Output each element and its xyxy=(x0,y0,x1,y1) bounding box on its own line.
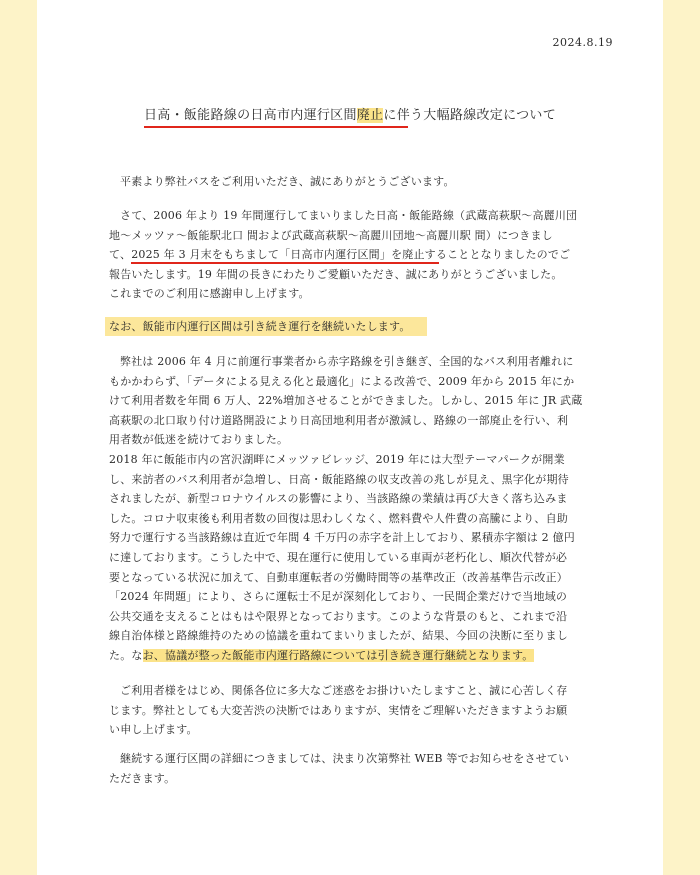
announcement-line: 地～メッツァ～飯能駅北口 間および武蔵高萩駅～高麗川団地～高麗川駅 間）につきまし xyxy=(109,228,553,242)
greeting-paragraph: 平素より弊社バスをご利用いただき、誠にありがとうございます。 xyxy=(120,175,455,188)
continuation-notice: なお、飯能市内運行区間は引き続き運行を継続いたします。 xyxy=(109,320,411,333)
continuation-highlight: お、協議が整った飯能市内運行路線については引き続き運行継続となります。 xyxy=(142,648,534,662)
background-line: されましたが、新型コロナウイルスの影響により、当該路線の業績は再び大きく落ち込みま xyxy=(109,492,568,506)
background-line: に達しております。こうした中で、現在運行に使用している車両が老朽化し、順次代替が必 xyxy=(109,550,568,564)
announcement-text: て、 xyxy=(109,248,132,262)
announcement-line: これまでのご利用に感謝申し上げます。 xyxy=(109,287,310,301)
apology-line: じます。弊社としても大変苦渋の決断ではありますが、実情をご理解いただきますようお願 xyxy=(109,703,568,717)
background-line: 高萩駅の北口取り付け道路開設により日高団地利用者が激減し、路線の一部廃止を行い、利 xyxy=(109,413,569,427)
title-text-after: に伴う大幅路線改定について xyxy=(383,108,557,123)
closing-line: 継続する運行区間の詳細につきましては、決まり次第弊社 WEB 等でお知らせをさせてい xyxy=(120,752,570,765)
apology-line: い申し上げます。 xyxy=(109,723,198,737)
background-line: 要となっている状況に加えて、自動車運転者の労働時間等の基準改正（改善基準告示改正） xyxy=(109,570,568,584)
announcement-line: さて、2006 年より 19 年間運行してまいりました日高・飯能路線（武蔵高萩駅～高麗川団 xyxy=(120,209,578,222)
background-line: 「2024 年問題」により、さらに運転士不足が深刻化しており、一民間企業だけで当地域の xyxy=(109,590,568,604)
title-red-underline xyxy=(144,126,408,128)
background-line: 努力で運行する当該路線は直近で年間 4 千万円の赤字を計上しており、累積赤字額は 2 億円 xyxy=(109,531,575,545)
background-line: し、来訪者のバス利用者が急増し、日高・飯能路線の収支改善の兆しが見え、黒字化が期待 xyxy=(109,472,569,486)
document-page xyxy=(37,0,663,875)
background-line: けて利用者数を年間 6 万人、22%増加させることができました。しかし、2015 年に JR 武蔵 xyxy=(109,394,583,408)
underlined-closure-date: 2025 年 3 月末をもちまして「日高市内運行区間」を廃止 xyxy=(131,248,425,262)
document-title xyxy=(37,104,663,123)
background-line: 2018 年に飯能市内の宮沢湖畔にメッツァビレッジ、2019 年には大型テーマパークが開業 xyxy=(109,452,565,466)
closing-line: ただきます。 xyxy=(109,771,176,785)
background-line: 線自治体様と路線維持のための協議を重ねてまいりましたが、結果、今回の決断に至りまし xyxy=(109,629,568,643)
announcement-paragraph xyxy=(109,206,617,304)
announcement-line: 報告いたします。19 年間の長きにわたりご愛顧いただき、誠にありがとうございました。 xyxy=(109,267,563,281)
apology-line: ご利用者様をはじめ、関係各位に多大なご迷惑をお掛けいたしますこと、誠に心苦しく存 xyxy=(120,684,568,697)
background-line: 公共交通を支えることはもはや限界となっております。このような背景のもと、これまで沿 xyxy=(109,609,568,623)
closure-red-underline xyxy=(131,262,439,264)
background-line xyxy=(109,646,617,666)
background-line: 用者数が低迷を続けておりました。 xyxy=(109,433,289,447)
closing-paragraph xyxy=(109,749,617,788)
background-text: た。な xyxy=(109,648,143,662)
background-line: もかかわらず、「データによる見える化と最適化」による改善で、2009 年から 2015 年にか xyxy=(109,374,575,388)
background-line: した。コロナ収束後も利用者数の回復は思わしくなく、燃料費や人件費の高騰により、自助 xyxy=(109,511,568,525)
announcement-text: することとなりましたのでご xyxy=(424,248,571,262)
title-text-before: 日高・飯能路線の日高市内運行区間 xyxy=(143,108,357,123)
apology-paragraph xyxy=(109,681,617,740)
background-line: 弊社は 2006 年 4 月に前運行事業者から赤字路線を引き継ぎ、全国的なバス利用者離れに xyxy=(120,355,574,368)
document-date: 2024.8.19 xyxy=(552,36,613,49)
background-paragraph xyxy=(109,352,617,666)
title-highlight: 廃止 xyxy=(356,108,384,123)
